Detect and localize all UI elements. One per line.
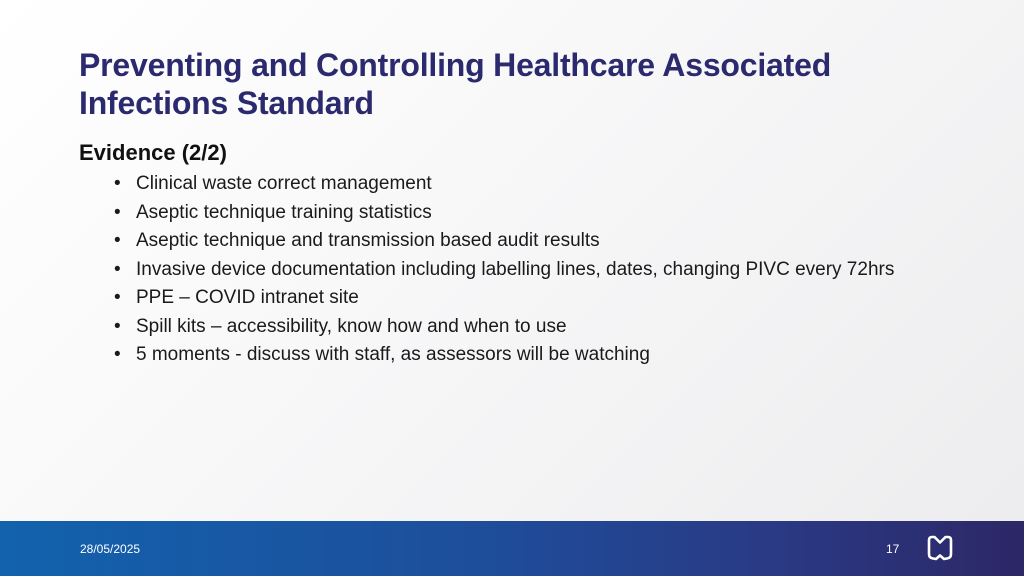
bullet-item <box>112 172 912 195</box>
footer-date: 28/05/2025 <box>80 542 141 556</box>
bullet-text: Spill kits – accessibility, know how and when to use <box>136 315 567 337</box>
bullet-dot-icon: • <box>114 258 121 280</box>
bullet-text: Aseptic technique training statistics <box>136 201 432 223</box>
bullet-dot-icon: • <box>114 344 121 365</box>
bullet-dot-icon: • <box>114 230 121 251</box>
bullet-list <box>112 172 912 372</box>
bullet-dot-icon: • <box>114 201 121 223</box>
bullet-item <box>112 315 912 338</box>
bullet-text: 5 moments - discuss with staff, as assessors will be watching <box>136 344 650 365</box>
bullet-text: Invasive device documentation including labelling lines, dates, changing PIVC every 72hrs <box>136 258 895 280</box>
bullet-item <box>112 201 912 224</box>
bullet-text: Clinical waste correct management <box>136 173 432 194</box>
bullet-text: Aseptic technique and transmission based audit results <box>136 230 600 251</box>
bullet-item <box>112 286 912 309</box>
bullet-item <box>112 258 912 281</box>
bullet-dot-icon: • <box>114 315 121 337</box>
slide-title: Preventing and Controlling Healthcare Associated Infections Standard <box>79 47 832 121</box>
bullet-text: PPE – COVID intranet site <box>136 287 359 308</box>
organisation-logo-icon <box>925 533 955 563</box>
bullet-item <box>112 229 912 252</box>
bullet-item <box>112 343 912 366</box>
bullet-dot-icon: • <box>114 287 121 308</box>
page-number: 17 <box>886 542 900 556</box>
footer-bar <box>0 521 1024 576</box>
bullet-dot-icon: • <box>114 173 121 194</box>
section-heading: Evidence (2/2) <box>79 140 227 165</box>
